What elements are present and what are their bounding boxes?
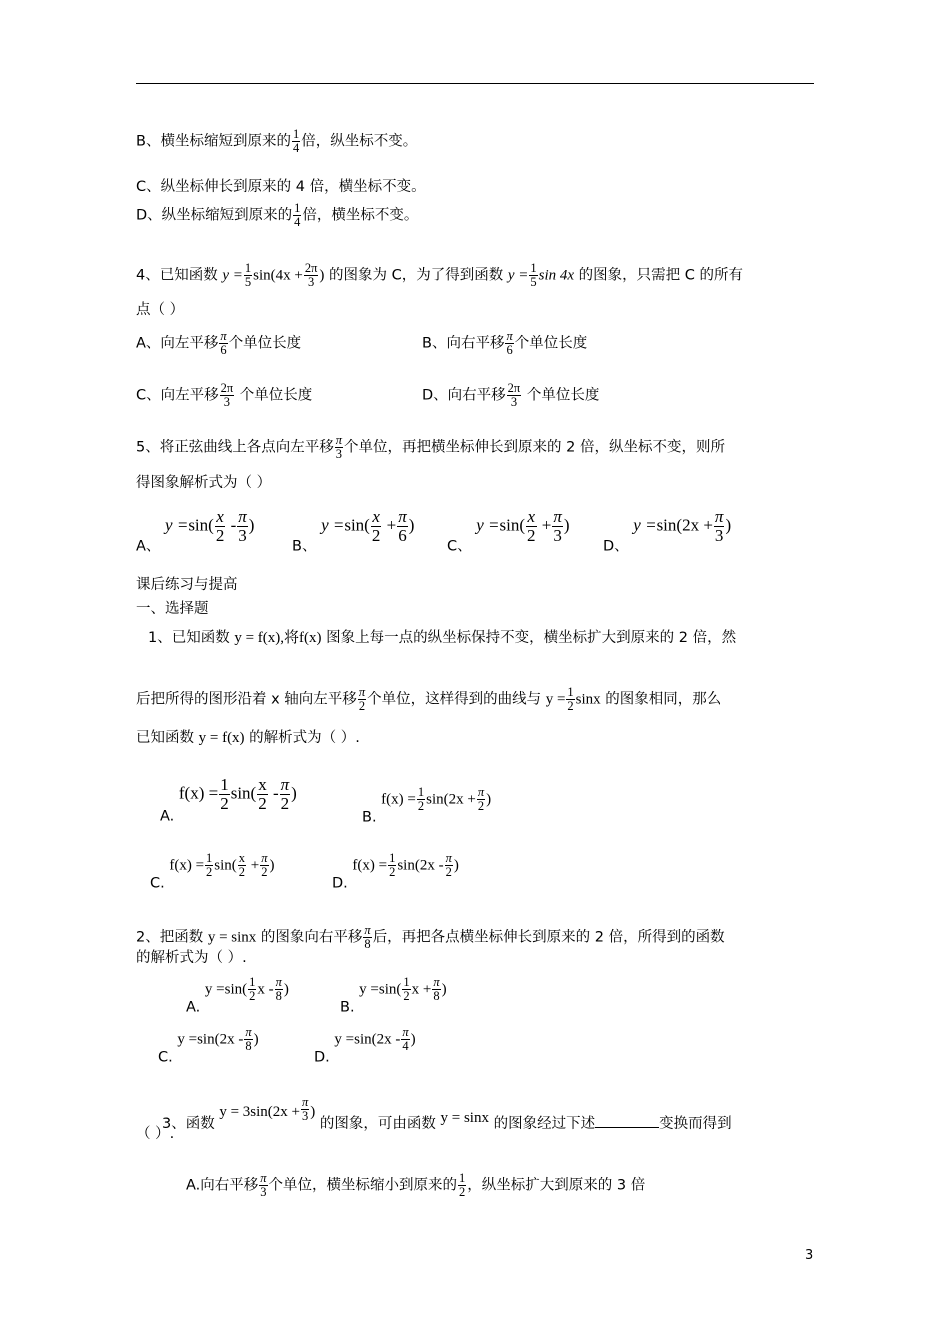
practice-3: 3、函数 y = 3sin(2x + $\frac{\pi}{3}$ ) 的图象，可由函数 y = sinx 的图象经过下述 变换而得到 — [162, 1095, 732, 1133]
page-number: 3 — [805, 1248, 814, 1263]
p2-option-d: D. y =sin(2x - $\frac{\pi}{4}$ ) — [314, 1025, 416, 1066]
option-b-line — [136, 128, 417, 155]
practice-1-line3: 已知函数 y = f(x) 的解析式为（ ）. — [136, 730, 360, 746]
p1-option-b: B. f(x) = $\frac{1}{2}$ sin(2x + $\frac{\pi}{2}$ ) — [362, 785, 492, 826]
q5-option-b: B、 y =sin( $\frac{x}{2}$ + $\frac{\pi}{6}$ ) — [292, 507, 415, 555]
question-5: 5、将正弦曲线上各点向左平移 $\frac{\pi}{3}$ 个单位，再把横坐标伸长到原来的 2 倍，纵坐标不变，则所 — [136, 433, 725, 462]
p2-option-b: B. y =sin( $\frac{1}{2}$ x + $\frac{\pi}{8}$ ) — [340, 975, 447, 1016]
practice-2-cont: 的解析式为（ ）. — [136, 950, 247, 966]
q5-option-d: D、 y =sin(2x + $\frac{\pi}{3}$ ) — [603, 507, 732, 555]
q4-option-a: A、向左平移 $\frac{\pi}{6}$ 个单位长度 — [136, 329, 302, 358]
p1-option-d: D. f(x) = $\frac{1}{2}$ sin(2x - $\frac{\pi}{2}$ ) — [332, 851, 459, 892]
practice-1-line2: 后把所得的图形沿着 x 轴向左平移 $\frac{\pi}{2}$ 个单位，这样得到的曲线与 y = $\frac{1}{2}$ sinx 的图象相同，那么 — [136, 685, 722, 714]
question-4-cont: 点（ ） — [136, 302, 185, 318]
p2-option-a: A. y =sin( $\frac{1}{2}$ x - $\frac{\pi}{8}$ ) — [186, 975, 289, 1016]
p3-option-a: A.向右平移 $\frac{\pi}{3}$ 个单位，横坐标缩小到原来的 $\frac{1}{2}$ ，纵坐标扩大到原来的 3 倍 — [186, 1171, 646, 1200]
section-subtitle: 一、选择题 — [136, 601, 209, 617]
p2-option-c: C. y =sin(2x - $\frac{\pi}{8}$ ) — [158, 1025, 259, 1066]
q5-option-c: C、 y =sin( $\frac{x}{2}$ + $\frac{\pi}{3}$ ) — [447, 507, 570, 555]
p1-option-a: A. f(x) = $\frac{1}{2}$ sin( $\frac{x}{2}$ - $\frac{\pi}{2}$ ) — [160, 775, 297, 825]
q5-option-a: A、 y =sin( $\frac{x}{2}$ - $\frac{\pi}{3}$ ) — [136, 507, 255, 555]
practice-1: 1、已知函数 y = f(x),将f(x) 图象上每一点的纵坐标保持不变，横坐标扩大到原来的 2 倍，然 — [148, 630, 737, 646]
practice-2: 2、把函数 y = sinx 的图象向右平移 $\frac{\pi}{8}$ 后，再把各点横坐标伸长到原来的 2 倍，所得到的函数 — [136, 923, 725, 952]
header-rule — [136, 83, 814, 84]
practice-3-cont: （ ）. — [136, 1126, 175, 1142]
q4-option-b: B、向右平移 $\frac{\pi}{6}$ 个单位长度 — [422, 329, 588, 358]
option-c-line: C、纵坐标伸长到原来的 4 倍，横坐标不变。 — [136, 179, 426, 195]
q4-option-c: C、向左平移 $\frac{2\pi}{3}$ 个单位长度 — [136, 381, 313, 410]
fill-blank[interactable] — [595, 1114, 659, 1128]
option-d-line: D、纵坐标缩短到原来的 $\frac{1}{4}$ 倍，横坐标不变。 — [136, 201, 419, 230]
text: B、横坐标缩短到原来的 — [136, 133, 291, 150]
question-5-cont: 得图象解析式为（ ） — [136, 475, 272, 491]
text: 倍，纵坐标不变。 — [301, 133, 418, 150]
q4-option-d: D、向右平移 $\frac{2\pi}{3}$ 个单位长度 — [422, 381, 600, 410]
question-4: 4、已知函数 y = $\frac{1}{5}$ sin(4x + $\frac{2\pi}{3}$ ) 的图象为 C，为了得到函数 y = $\frac{1}{5}$ sin 4x 的图象，只需把 C 的所有 — [136, 261, 744, 290]
fraction: $\frac{1}{4}$ — [292, 127, 300, 156]
p1-option-c: C. f(x) = $\frac{1}{2}$ sin( $\frac{x}{2}$ + $\frac{\pi}{2}$ ) — [150, 851, 275, 892]
section-title: 课后练习与提高 — [136, 577, 238, 593]
